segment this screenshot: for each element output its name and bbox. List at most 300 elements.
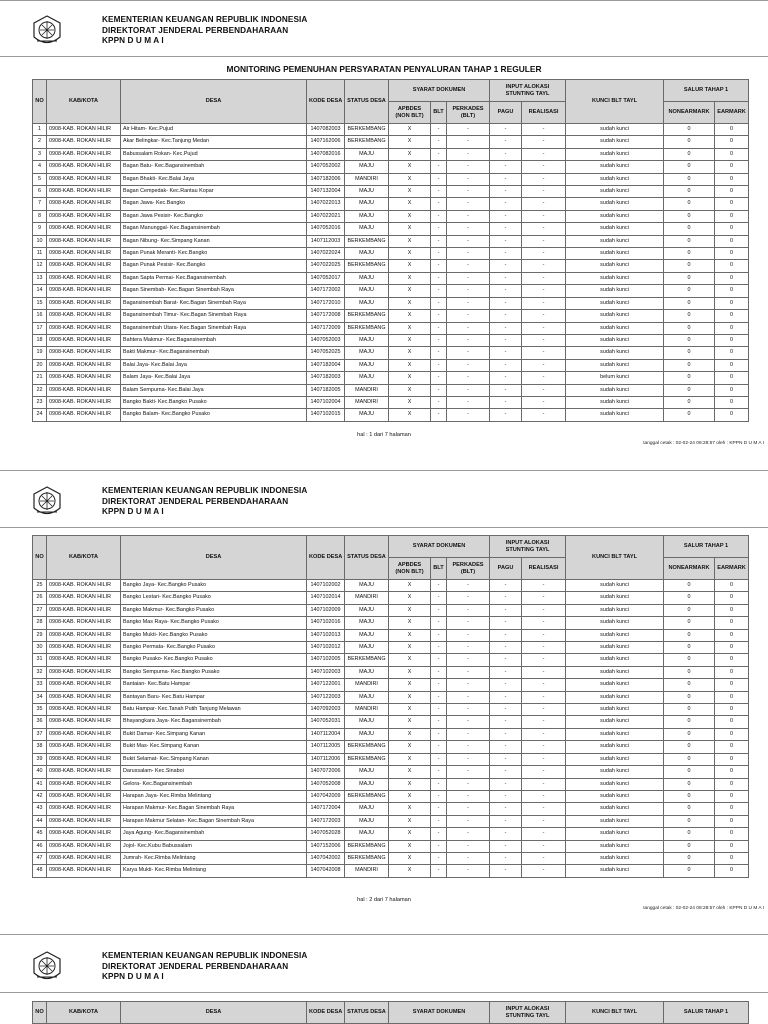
cell-nonearmark: 0 xyxy=(664,334,715,346)
cell-kunci-blt: sudah kunci xyxy=(566,285,664,297)
cell-nonearmark: 0 xyxy=(664,235,715,247)
cell-kode-desa: 1407152006 xyxy=(307,840,345,852)
cell-kunci-blt: sudah kunci xyxy=(566,136,664,148)
cell-no: 31 xyxy=(33,654,47,666)
cell-kab-kota: 0908-KAB. ROKAN HILIR xyxy=(47,136,121,148)
cell-kab-kota: 0908-KAB. ROKAN HILIR xyxy=(47,803,121,815)
cell-status-desa: MAJU xyxy=(345,334,389,346)
cell-no: 41 xyxy=(33,778,47,790)
cell-nonearmark: 0 xyxy=(664,124,715,136)
cell-desa: Bagan Manunggal- Kec.Bagansinembah xyxy=(121,223,307,235)
cell-desa: Bagan Jawa- Kec.Bangko xyxy=(121,198,307,210)
table-row xyxy=(33,148,749,160)
cell-desa: Bukit Damar- Kec.Simpang Kanan xyxy=(121,728,307,740)
cell-kode-desa: 1407172003 xyxy=(307,815,345,827)
cell-status-desa: MAJU xyxy=(345,766,389,778)
cell-blt: - xyxy=(431,852,447,864)
table-row xyxy=(33,248,749,260)
org-ministry: KEMENTERIAN KEUANGAN REPUBLIK INDONESIA xyxy=(102,486,308,495)
cell-desa: Babussalam Rokan- Kec.Pujud xyxy=(121,148,307,160)
cell-realisasi: - xyxy=(522,580,566,592)
cell-blt: - xyxy=(431,347,447,359)
cell-perkades: - xyxy=(447,173,490,185)
cell-earmark: 0 xyxy=(715,186,749,198)
cell-perkades: - xyxy=(447,248,490,260)
cell-perkades: - xyxy=(447,186,490,198)
cell-blt: - xyxy=(431,629,447,641)
table-row xyxy=(33,161,749,173)
cell-kunci-blt: sudah kunci xyxy=(566,840,664,852)
cell-perkades: - xyxy=(447,815,490,827)
cell-no: 23 xyxy=(33,396,47,408)
cell-desa: Bukit Mas- Kec.Simpang Kanan xyxy=(121,741,307,753)
cell-kode-desa: 1407022025 xyxy=(307,260,345,272)
cell-no: 3 xyxy=(33,148,47,160)
cell-pagu: - xyxy=(490,235,522,247)
kemenkeu-emblem-icon xyxy=(32,951,62,985)
cell-blt: - xyxy=(431,604,447,616)
cell-pagu: - xyxy=(490,604,522,616)
cell-blt: - xyxy=(431,778,447,790)
cell-status-desa: MANDIRI xyxy=(345,173,389,185)
cell-realisasi: - xyxy=(522,592,566,604)
table-row xyxy=(33,753,749,765)
cell-realisasi: - xyxy=(522,372,566,384)
cell-no: 7 xyxy=(33,198,47,210)
org-office: KPPN D U M A I xyxy=(102,36,164,46)
cell-status-desa: MAJU xyxy=(345,629,389,641)
cell-nonearmark: 0 xyxy=(664,347,715,359)
cell-apbdes: X xyxy=(389,642,431,654)
cell-kunci-blt: sudah kunci xyxy=(566,235,664,247)
cell-kunci-blt: sudah kunci xyxy=(566,828,664,840)
cell-earmark: 0 xyxy=(715,334,749,346)
cell-blt: - xyxy=(431,753,447,765)
table-row xyxy=(33,741,749,753)
cell-status-desa: BERKEMBANG xyxy=(345,852,389,864)
cell-apbdes: X xyxy=(389,235,431,247)
cell-kunci-blt: sudah kunci xyxy=(566,691,664,703)
cell-apbdes: X xyxy=(389,790,431,802)
cell-realisasi: - xyxy=(522,828,566,840)
cell-status-desa: BERKEMBANG xyxy=(345,840,389,852)
cell-status-desa: MAJU xyxy=(345,198,389,210)
cell-kunci-blt: sudah kunci xyxy=(566,629,664,641)
cell-kab-kota: 0908-KAB. ROKAN HILIR xyxy=(47,666,121,678)
cell-pagu: - xyxy=(490,704,522,716)
cell-kab-kota: 0908-KAB. ROKAN HILIR xyxy=(47,753,121,765)
cell-apbdes: X xyxy=(389,260,431,272)
cell-apbdes: X xyxy=(389,223,431,235)
table-row xyxy=(33,592,749,604)
cell-status-desa: MAJU xyxy=(345,210,389,222)
cell-kab-kota: 0908-KAB. ROKAN HILIR xyxy=(47,384,121,396)
cell-desa: Bahtera Makmur- Kec.Bagansinembah xyxy=(121,334,307,346)
cell-kab-kota: 0908-KAB. ROKAN HILIR xyxy=(47,580,121,592)
cell-earmark: 0 xyxy=(715,704,749,716)
cell-nonearmark: 0 xyxy=(664,790,715,802)
cell-kab-kota: 0908-KAB. ROKAN HILIR xyxy=(47,359,121,371)
cell-realisasi: - xyxy=(522,396,566,408)
cell-nonearmark: 0 xyxy=(664,210,715,222)
table-row xyxy=(33,235,749,247)
cell-kode-desa: 1407082016 xyxy=(307,148,345,160)
cell-earmark: 0 xyxy=(715,580,749,592)
cell-no: 10 xyxy=(33,235,47,247)
cell-no: 33 xyxy=(33,679,47,691)
cell-perkades: - xyxy=(447,198,490,210)
cell-perkades: - xyxy=(447,272,490,284)
cell-earmark: 0 xyxy=(715,716,749,728)
cell-kode-desa: 1407102016 xyxy=(307,617,345,629)
col-salur-tahap: SALUR TAHAP 1 xyxy=(664,80,749,102)
table-row xyxy=(33,272,749,284)
cell-nonearmark: 0 xyxy=(664,852,715,864)
cell-pagu: - xyxy=(490,691,522,703)
cell-pagu: - xyxy=(490,322,522,334)
cell-nonearmark: 0 xyxy=(664,778,715,790)
cell-realisasi: - xyxy=(522,642,566,654)
cell-perkades: - xyxy=(447,604,490,616)
cell-apbdes: X xyxy=(389,210,431,222)
cell-kunci-blt: sudah kunci xyxy=(566,778,664,790)
cell-kunci-blt: sudah kunci xyxy=(566,592,664,604)
cell-no: 15 xyxy=(33,297,47,309)
cell-desa: Gelora- Kec.Bagansinembah xyxy=(121,778,307,790)
cell-kab-kota: 0908-KAB. ROKAN HILIR xyxy=(47,285,121,297)
cell-earmark: 0 xyxy=(715,629,749,641)
cell-pagu: - xyxy=(490,409,522,421)
cell-desa: Darussalam- Kec.Sinaboi xyxy=(121,766,307,778)
cell-no: 28 xyxy=(33,617,47,629)
cell-realisasi: - xyxy=(522,803,566,815)
cell-kunci-blt: sudah kunci xyxy=(566,396,664,408)
cell-desa: Balai Jaya- Kec.Balai Jaya xyxy=(121,359,307,371)
cell-apbdes: X xyxy=(389,679,431,691)
cell-apbdes: X xyxy=(389,310,431,322)
cell-kab-kota: 0908-KAB. ROKAN HILIR xyxy=(47,815,121,827)
cell-no: 38 xyxy=(33,741,47,753)
cell-perkades: - xyxy=(447,396,490,408)
monitoring-table-page-1 xyxy=(32,79,749,422)
cell-pagu: - xyxy=(490,372,522,384)
cell-kab-kota: 0908-KAB. ROKAN HILIR xyxy=(47,124,121,136)
cell-realisasi: - xyxy=(522,604,566,616)
cell-no: 1 xyxy=(33,124,47,136)
cell-realisasi: - xyxy=(522,852,566,864)
cell-pagu: - xyxy=(490,654,522,666)
cell-realisasi: - xyxy=(522,691,566,703)
cell-no: 14 xyxy=(33,285,47,297)
cell-status-desa: MAJU xyxy=(345,604,389,616)
cell-blt: - xyxy=(431,409,447,421)
cell-desa: Bukit Selamat- Kec.Simpang Kanan xyxy=(121,753,307,765)
cell-pagu: - xyxy=(490,592,522,604)
cell-kode-desa: 1407172008 xyxy=(307,310,345,322)
col-input-alokasi: INPUT ALOKASI STUNTING TAYL xyxy=(490,1002,566,1024)
cell-earmark: 0 xyxy=(715,691,749,703)
org-ministry: KEMENTERIAN KEUANGAN REPUBLIK INDONESIA xyxy=(102,15,308,24)
cell-nonearmark: 0 xyxy=(664,285,715,297)
cell-kab-kota: 0908-KAB. ROKAN HILIR xyxy=(47,235,121,247)
cell-blt: - xyxy=(431,272,447,284)
cell-desa: Karya Mukti- Kec.Rimba Melintang xyxy=(121,865,307,877)
cell-nonearmark: 0 xyxy=(664,741,715,753)
cell-status-desa: MAJU xyxy=(345,617,389,629)
table-row xyxy=(33,865,749,877)
cell-no: 2 xyxy=(33,136,47,148)
table-row xyxy=(33,372,749,384)
cell-kunci-blt: sudah kunci xyxy=(566,642,664,654)
cell-no: 24 xyxy=(33,409,47,421)
table-row xyxy=(33,409,749,421)
cell-nonearmark: 0 xyxy=(664,803,715,815)
cell-apbdes: X xyxy=(389,753,431,765)
cell-earmark: 0 xyxy=(715,409,749,421)
cell-no: 21 xyxy=(33,372,47,384)
cell-status-desa: MANDIRI xyxy=(345,396,389,408)
col-desa: DESA xyxy=(121,80,307,124)
cell-kunci-blt: sudah kunci xyxy=(566,766,664,778)
col-kab-kota: KAB/KOTA xyxy=(47,1002,121,1024)
cell-kab-kota: 0908-KAB. ROKAN HILIR xyxy=(47,840,121,852)
cell-no: 43 xyxy=(33,803,47,815)
cell-pagu: - xyxy=(490,248,522,260)
col-syarat-dokumen: SYARAT DOKUMEN xyxy=(389,80,490,102)
table-row xyxy=(33,728,749,740)
cell-status-desa: MAJU xyxy=(345,828,389,840)
cell-realisasi: - xyxy=(522,198,566,210)
cell-no: 34 xyxy=(33,691,47,703)
cell-kab-kota: 0908-KAB. ROKAN HILIR xyxy=(47,260,121,272)
col-status-desa: STATUS DESA xyxy=(345,536,389,580)
cell-perkades: - xyxy=(447,803,490,815)
cell-kab-kota: 0908-KAB. ROKAN HILIR xyxy=(47,828,121,840)
cell-kode-desa: 1407182006 xyxy=(307,173,345,185)
cell-realisasi: - xyxy=(522,310,566,322)
table-row xyxy=(33,629,749,641)
cell-kab-kota: 0908-KAB. ROKAN HILIR xyxy=(47,617,121,629)
table-row xyxy=(33,136,749,148)
cell-nonearmark: 0 xyxy=(664,136,715,148)
kemenkeu-emblem-icon xyxy=(32,486,62,520)
cell-perkades: - xyxy=(447,334,490,346)
cell-desa: Bangko Sempurna- Kec.Bangko Pusako xyxy=(121,666,307,678)
cell-kab-kota: 0908-KAB. ROKAN HILIR xyxy=(47,604,121,616)
org-block-3 xyxy=(102,951,307,983)
cell-kunci-blt: sudah kunci xyxy=(566,704,664,716)
cell-no: 26 xyxy=(33,592,47,604)
cell-no: 13 xyxy=(33,272,47,284)
cell-perkades: - xyxy=(447,716,490,728)
col-no: NO xyxy=(33,536,47,580)
cell-kode-desa: 1407112004 xyxy=(307,728,345,740)
cell-realisasi: - xyxy=(522,654,566,666)
cell-apbdes: X xyxy=(389,766,431,778)
cell-apbdes: X xyxy=(389,704,431,716)
cell-kunci-blt: sudah kunci xyxy=(566,716,664,728)
cell-desa: Bagan Batu- Kec.Bagansinembah xyxy=(121,161,307,173)
page-break-rule-2 xyxy=(0,934,768,935)
cell-pagu: - xyxy=(490,384,522,396)
cell-kab-kota: 0908-KAB. ROKAN HILIR xyxy=(47,790,121,802)
page-break-rule-1 xyxy=(0,470,768,471)
cell-kunci-blt: sudah kunci xyxy=(566,161,664,173)
cell-pagu: - xyxy=(490,260,522,272)
cell-kode-desa: 1407182005 xyxy=(307,384,345,396)
cell-kode-desa: 1407102005 xyxy=(307,654,345,666)
cell-kunci-blt: sudah kunci xyxy=(566,347,664,359)
cell-desa: Balam Jaya- Kec.Balai Jaya xyxy=(121,372,307,384)
cell-blt: - xyxy=(431,803,447,815)
cell-kab-kota: 0908-KAB. ROKAN HILIR xyxy=(47,642,121,654)
cell-perkades: - xyxy=(447,372,490,384)
cell-status-desa: MAJU xyxy=(345,666,389,678)
cell-kode-desa: 1407112005 xyxy=(307,741,345,753)
cell-desa: Bangko Mukti- Kec.Bangko Pusako xyxy=(121,629,307,641)
col-kab-kota: KAB/KOTA xyxy=(47,80,121,124)
table-row xyxy=(33,198,749,210)
cell-apbdes: X xyxy=(389,384,431,396)
cell-kab-kota: 0908-KAB. ROKAN HILIR xyxy=(47,173,121,185)
cell-realisasi: - xyxy=(522,865,566,877)
cell-kode-desa: 1407102012 xyxy=(307,642,345,654)
cell-realisasi: - xyxy=(522,248,566,260)
cell-kode-desa: 1407082003 xyxy=(307,124,345,136)
org-directorate: DIREKTORAT JENDERAL PERBENDAHARAAN xyxy=(102,496,289,506)
cell-realisasi: - xyxy=(522,148,566,160)
cell-earmark: 0 xyxy=(715,148,749,160)
cell-status-desa: MAJU xyxy=(345,285,389,297)
cell-pagu: - xyxy=(490,136,522,148)
cell-earmark: 0 xyxy=(715,396,749,408)
cell-kode-desa: 1407052008 xyxy=(307,778,345,790)
cell-kunci-blt: sudah kunci xyxy=(566,679,664,691)
cell-kab-kota: 0908-KAB. ROKAN HILIR xyxy=(47,297,121,309)
table-row xyxy=(33,396,749,408)
cell-kode-desa: 1407102013 xyxy=(307,629,345,641)
cell-kode-desa: 1407112006 xyxy=(307,753,345,765)
cell-kunci-blt: sudah kunci xyxy=(566,310,664,322)
cell-desa: Bagansinembah Timur- Kec.Bagan Sinembah Raya xyxy=(121,310,307,322)
cell-kode-desa: 1407052003 xyxy=(307,334,345,346)
table-row xyxy=(33,691,749,703)
cell-kunci-blt: sudah kunci xyxy=(566,322,664,334)
cell-kunci-blt: sudah kunci xyxy=(566,666,664,678)
cell-apbdes: X xyxy=(389,124,431,136)
cell-apbdes: X xyxy=(389,372,431,384)
cell-blt: - xyxy=(431,297,447,309)
cell-realisasi: - xyxy=(522,297,566,309)
cell-realisasi: - xyxy=(522,186,566,198)
cell-kunci-blt: sudah kunci xyxy=(566,173,664,185)
cell-pagu: - xyxy=(490,629,522,641)
cell-perkades: - xyxy=(447,766,490,778)
cell-kode-desa: 1407022024 xyxy=(307,248,345,260)
cell-kunci-blt: sudah kunci xyxy=(566,865,664,877)
cell-kode-desa: 1407092003 xyxy=(307,704,345,716)
table-row xyxy=(33,297,749,309)
cell-earmark: 0 xyxy=(715,359,749,371)
cell-kab-kota: 0908-KAB. ROKAN HILIR xyxy=(47,654,121,666)
cell-blt: - xyxy=(431,580,447,592)
col-status-desa: STATUS DESA xyxy=(345,80,389,124)
cell-status-desa: BERKEMBANG xyxy=(345,235,389,247)
cell-status-desa: MAJU xyxy=(345,347,389,359)
table-row xyxy=(33,803,749,815)
cell-nonearmark: 0 xyxy=(664,666,715,678)
cell-status-desa: MANDIRI xyxy=(345,679,389,691)
cell-kab-kota: 0908-KAB. ROKAN HILIR xyxy=(47,186,121,198)
cell-earmark: 0 xyxy=(715,617,749,629)
cell-no: 25 xyxy=(33,580,47,592)
col-kode-desa: KODE DESA xyxy=(307,1002,345,1024)
cell-no: 29 xyxy=(33,629,47,641)
cell-desa: Bagan Punak Meranti- Kec.Bangko xyxy=(121,248,307,260)
cell-desa: Harapan Makmur- Kec.Bagan Sinembah Raya xyxy=(121,803,307,815)
table-row xyxy=(33,828,749,840)
cell-apbdes: X xyxy=(389,396,431,408)
cell-kab-kota: 0908-KAB. ROKAN HILIR xyxy=(47,691,121,703)
cell-blt: - xyxy=(431,198,447,210)
cell-status-desa: MAJU xyxy=(345,297,389,309)
cell-pagu: - xyxy=(490,396,522,408)
cell-pagu: - xyxy=(490,310,522,322)
table-row xyxy=(33,223,749,235)
header-rule xyxy=(0,56,768,57)
cell-no: 30 xyxy=(33,642,47,654)
cell-perkades: - xyxy=(447,223,490,235)
cell-desa: Bangko Lestari- Kec.Bangko Pusako xyxy=(121,592,307,604)
cell-status-desa: BERKEMBANG xyxy=(345,790,389,802)
cell-perkades: - xyxy=(447,679,490,691)
cell-apbdes: X xyxy=(389,629,431,641)
cell-kunci-blt: sudah kunci xyxy=(566,654,664,666)
cell-status-desa: MAJU xyxy=(345,161,389,173)
cell-perkades: - xyxy=(447,297,490,309)
org-block xyxy=(102,15,307,47)
cell-status-desa: MAJU xyxy=(345,272,389,284)
cell-status-desa: MAJU xyxy=(345,248,389,260)
cell-desa: Bangko Jaya- Kec.Bangko Pusako xyxy=(121,580,307,592)
cell-kode-desa: 1407172004 xyxy=(307,803,345,815)
cell-kode-desa: 1407022013 xyxy=(307,198,345,210)
cell-no: 11 xyxy=(33,248,47,260)
cell-realisasi: - xyxy=(522,766,566,778)
cell-nonearmark: 0 xyxy=(664,716,715,728)
cell-status-desa: MANDIRI xyxy=(345,704,389,716)
cell-kode-desa: 1407172002 xyxy=(307,285,345,297)
cell-desa: Harapan Makmur Selatan- Kec.Bagan Sinembah Raya xyxy=(121,815,307,827)
col-desa: DESA xyxy=(121,536,307,580)
cell-blt: - xyxy=(431,642,447,654)
cell-pagu: - xyxy=(490,173,522,185)
cell-nonearmark: 0 xyxy=(664,815,715,827)
cell-nonearmark: 0 xyxy=(664,642,715,654)
cell-kab-kota: 0908-KAB. ROKAN HILIR xyxy=(47,396,121,408)
cell-perkades: - xyxy=(447,741,490,753)
cell-desa: Bagan Punak Pesisir- Kec.Bangko xyxy=(121,260,307,272)
cell-pagu: - xyxy=(490,124,522,136)
cell-apbdes: X xyxy=(389,803,431,815)
cell-status-desa: BERKEMBANG xyxy=(345,741,389,753)
cell-perkades: - xyxy=(447,384,490,396)
cell-nonearmark: 0 xyxy=(664,728,715,740)
cell-nonearmark: 0 xyxy=(664,580,715,592)
cell-kunci-blt: sudah kunci xyxy=(566,815,664,827)
cell-kunci-blt: sudah kunci xyxy=(566,334,664,346)
cell-status-desa: MANDIRI xyxy=(345,865,389,877)
